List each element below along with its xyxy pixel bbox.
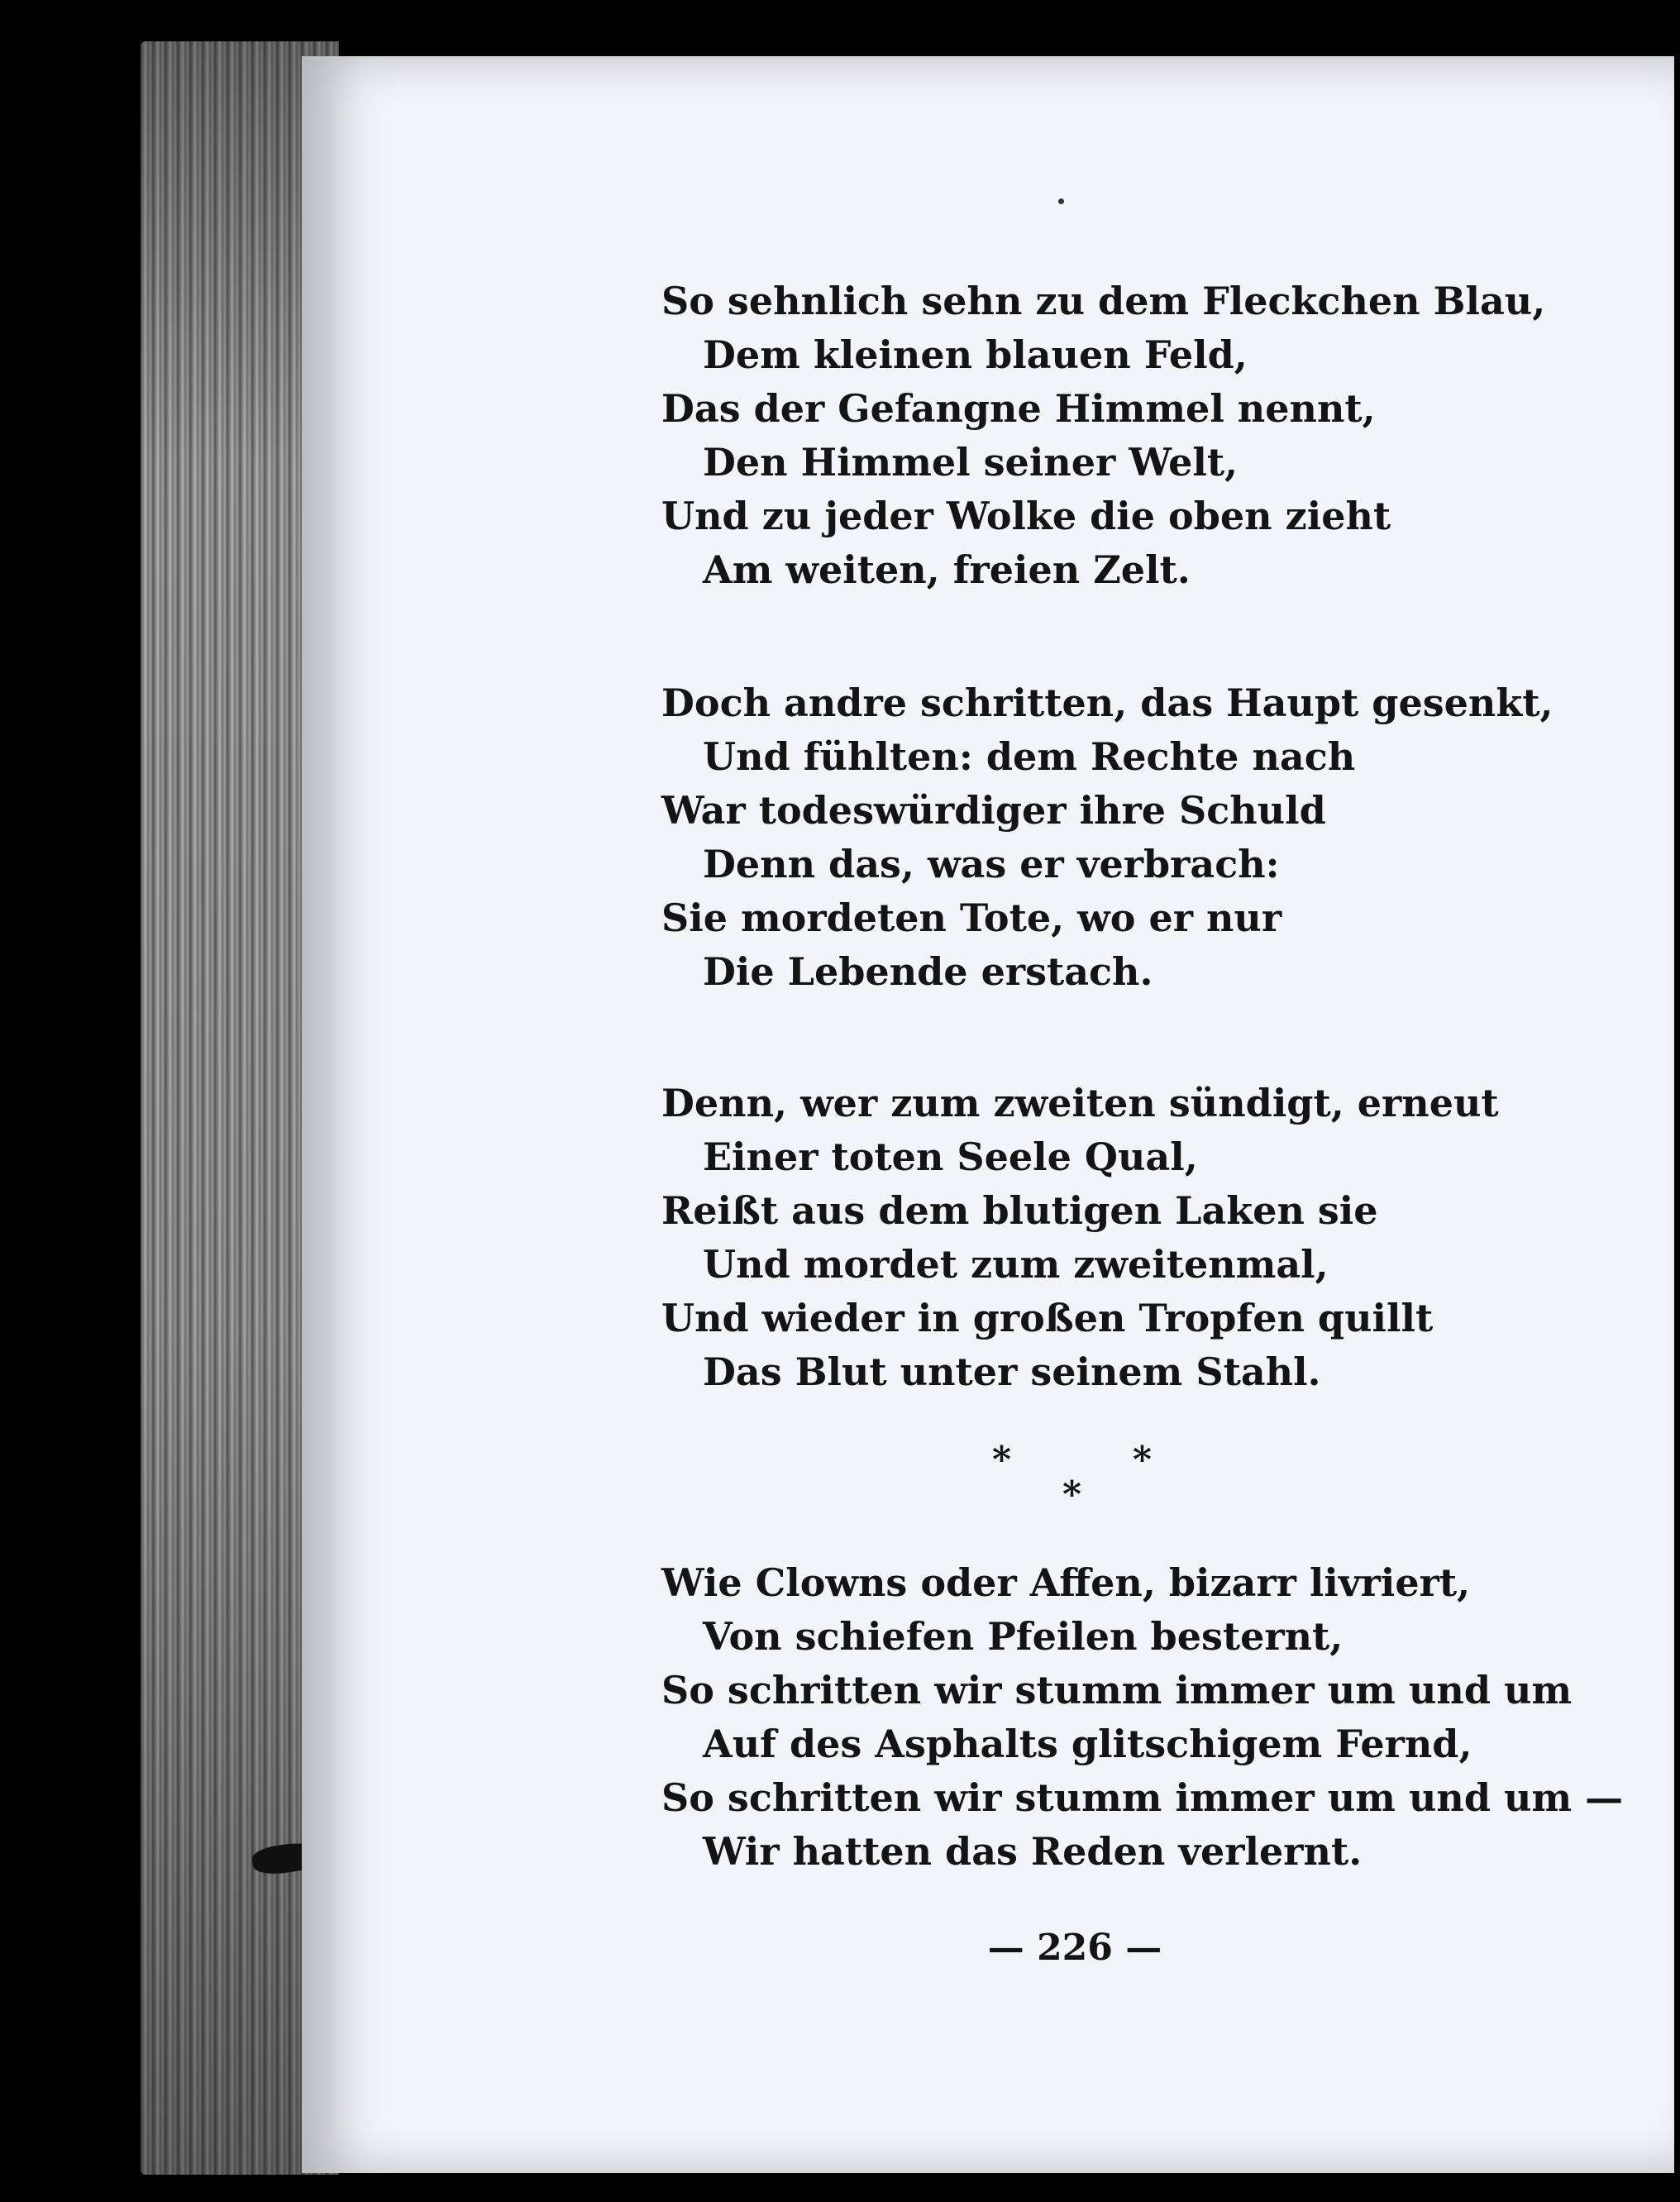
verse-line: Das Blut unter seinem Stahl.	[703, 1349, 1321, 1394]
speck	[1058, 198, 1064, 204]
verse-line: Am weiten, freien Zelt.	[703, 547, 1191, 592]
section-asterism	[976, 1439, 1174, 1521]
verse-line: Sie mordeten Tote, wo er nur	[661, 896, 1282, 940]
verse-line: Die Lebende erstach.	[703, 949, 1153, 994]
verse-line: So schritten wir stumm immer um und um	[661, 1668, 1573, 1712]
stanza-3	[661, 1077, 1604, 1399]
asterisk: *	[1062, 1474, 1082, 1516]
verse-line: Denn, wer zum zweiten sündigt, erneut	[661, 1081, 1499, 1125]
verse-line: War todeswürdiger ihre Schuld	[661, 788, 1326, 833]
verse-line: So schritten wir stumm immer um und um —	[661, 1775, 1624, 1820]
verse-line: Einer toten Seele Qual,	[703, 1134, 1198, 1179]
verse-line: Doch andre schritten, das Haupt gesenkt,	[661, 681, 1554, 725]
verse-line: Den Himmel seiner Welt,	[703, 440, 1239, 485]
asterisk: *	[1133, 1439, 1153, 1481]
verse-line: Dem kleinen blauen Feld,	[703, 332, 1248, 377]
verse-line: Das der Gefangne Himmel nennt,	[661, 386, 1376, 431]
verse-line: Und fühlten: dem Rechte nach	[703, 734, 1356, 779]
verse-line: Denn das, was er verbrach:	[703, 842, 1280, 886]
stanza-1	[661, 275, 1604, 597]
verse-line: Und wieder in großen Tropfen quillt	[661, 1296, 1434, 1340]
verse-line: Reißt aus dem blutigen Laken sie	[661, 1188, 1378, 1233]
asterisk: *	[992, 1439, 1012, 1481]
verse-line: Auf des Asphalts glitschigem Fernd,	[703, 1722, 1472, 1766]
page-number: — 226 —	[987, 1927, 1162, 1969]
verse-line: Und zu jeder Wolke die oben zieht	[661, 494, 1391, 538]
verse-line: Von schiefen Pfeilen besternt,	[703, 1614, 1344, 1659]
verse-line: Wir hatten das Reden verlernt.	[703, 1829, 1363, 1874]
verse-line: So sehnlich sehn zu dem Fleckchen Blau,	[661, 279, 1546, 323]
verse-line: Und mordet zum zweitenmal,	[703, 1242, 1329, 1287]
stanza-4	[661, 1556, 1624, 1879]
verse-line: Wie Clowns oder Affen, bizarr livriert,	[661, 1560, 1471, 1605]
stanza-2	[661, 676, 1604, 999]
